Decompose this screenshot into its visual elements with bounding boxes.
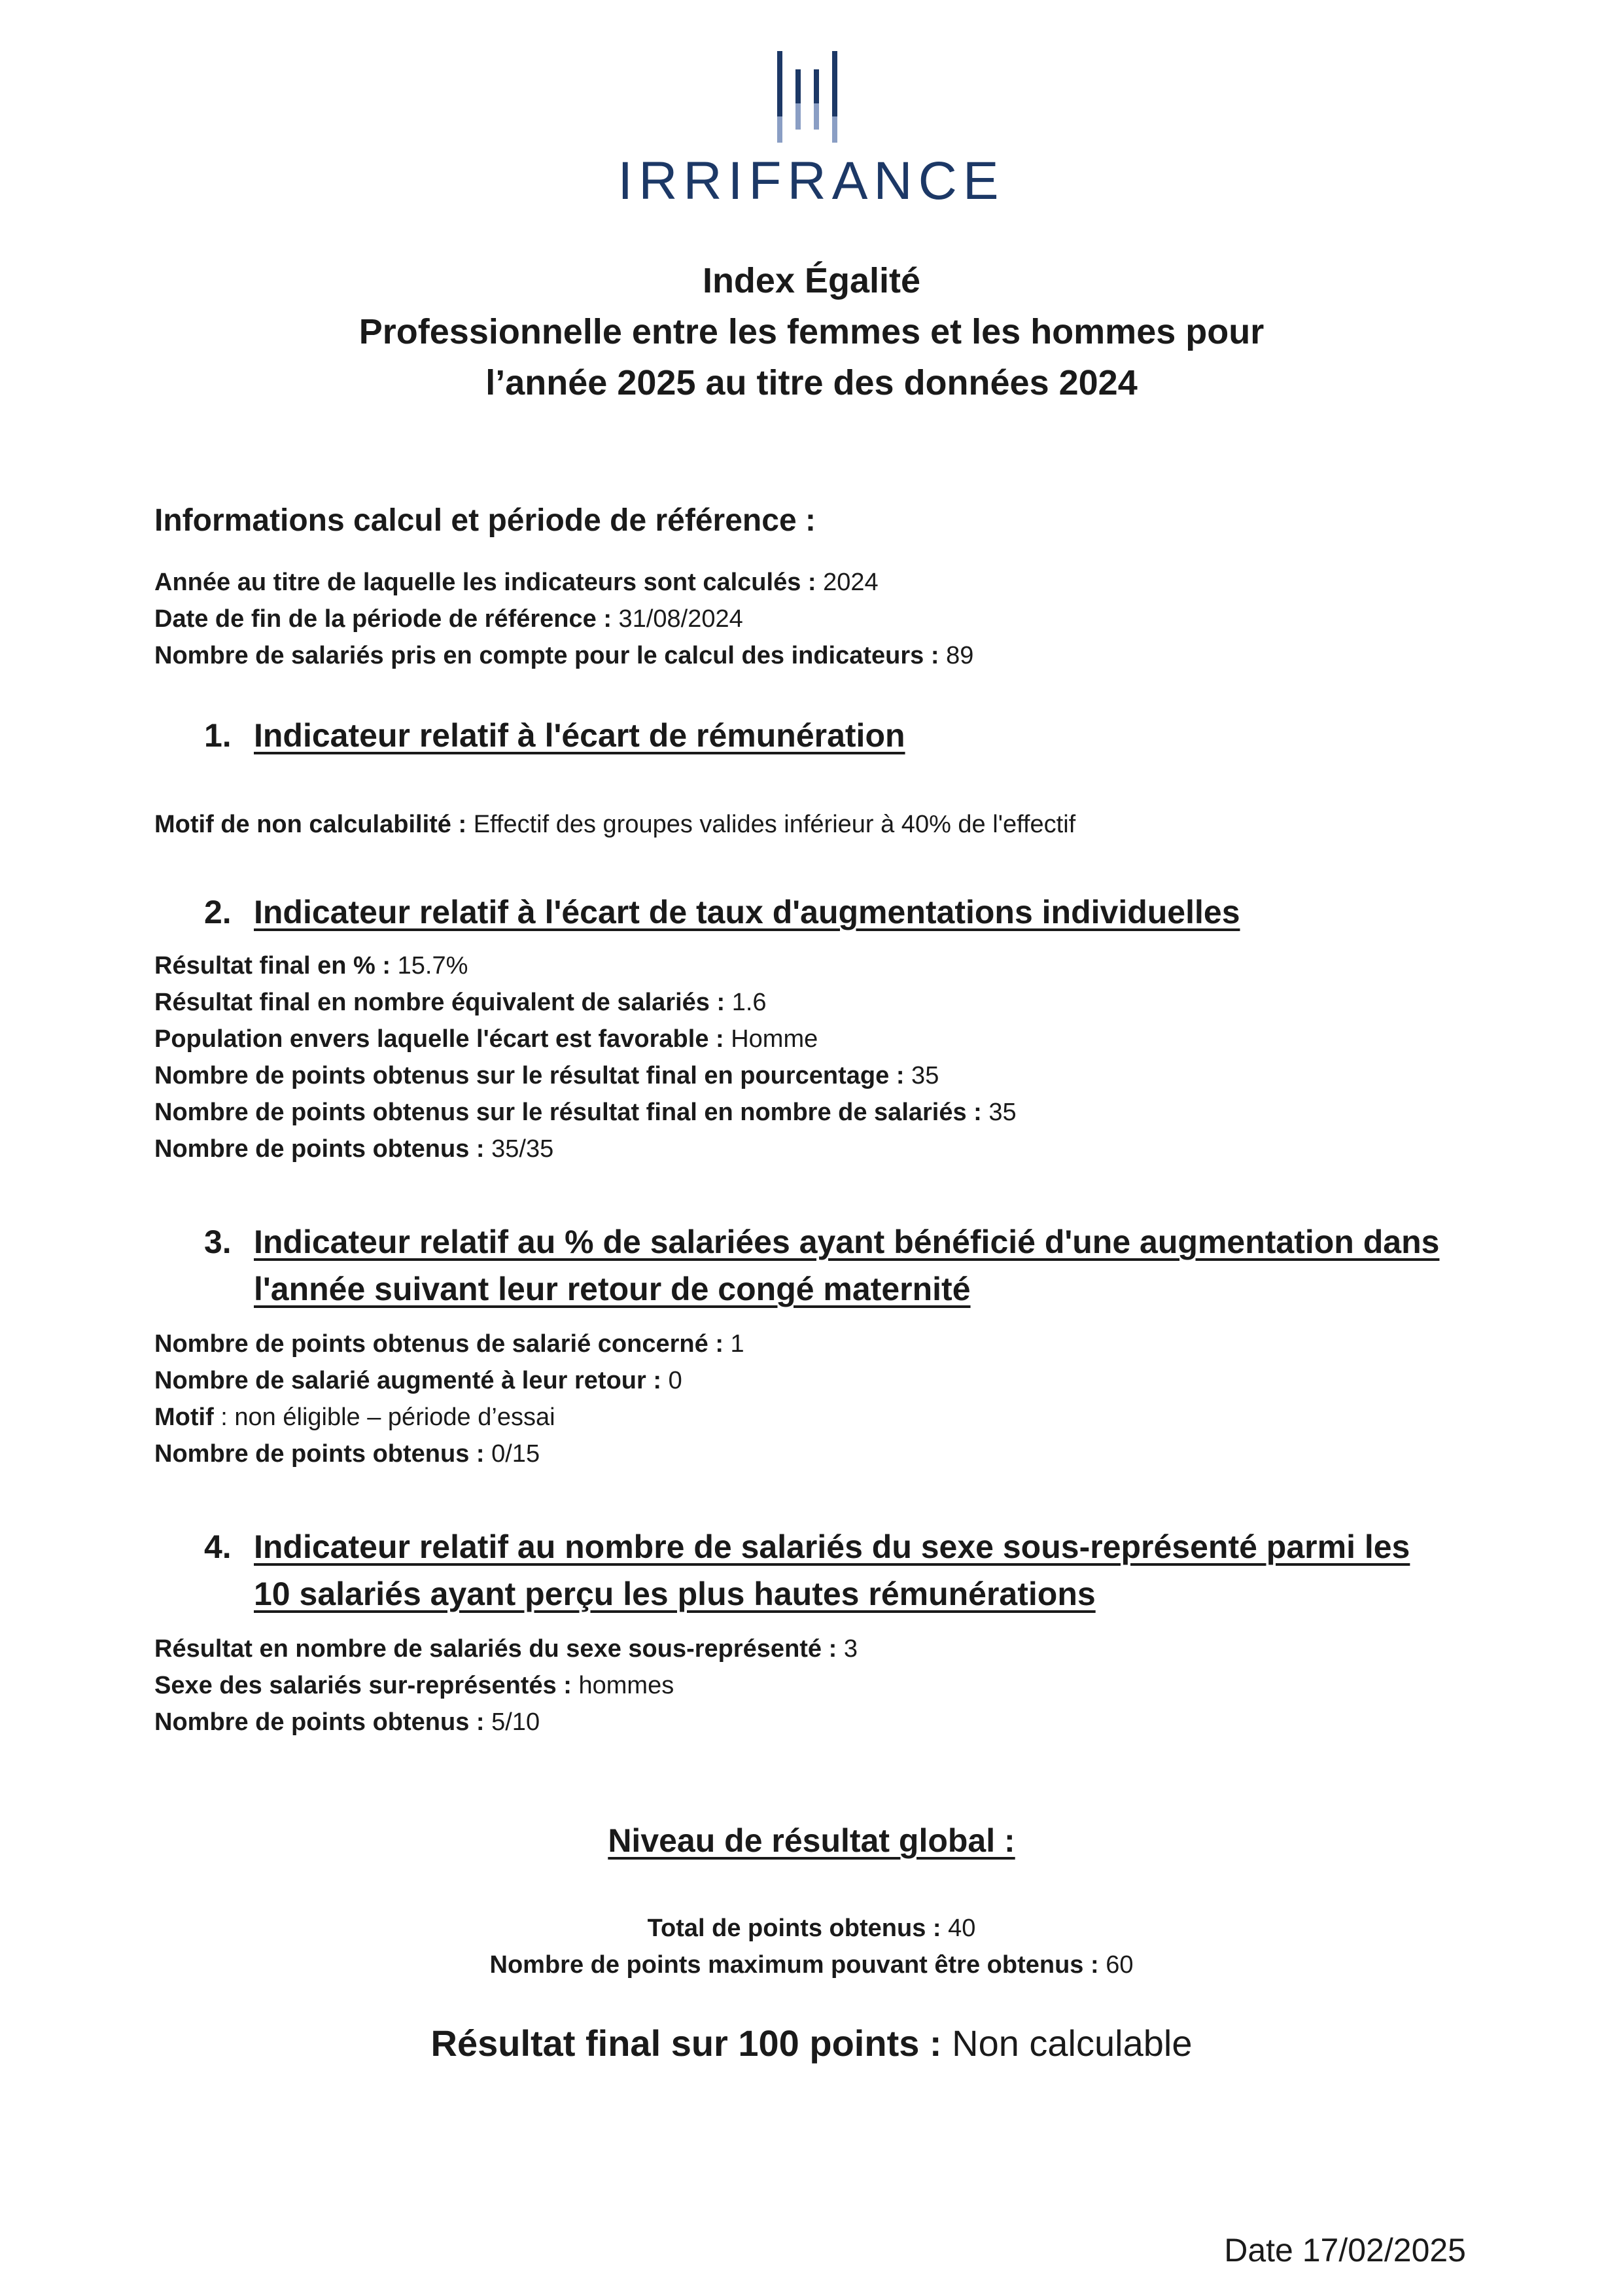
info-line <box>154 564 879 601</box>
company-logo <box>589 44 1034 215</box>
final-result-value: Non calculable <box>941 2022 1193 2064</box>
indicator-value: Effectif des groupes valides inférieur à 40% de l'effectif <box>466 811 1076 838</box>
indicator-number: 2. <box>204 894 232 930</box>
indicator-value: 3 <box>837 1635 858 1663</box>
indicator-line <box>154 1057 939 1094</box>
max-points-label: Nombre de points maximum pouvant être obtenus : <box>489 1951 1099 1979</box>
indicator-line <box>154 1631 858 1667</box>
indicator-4-heading <box>204 1523 1410 1617</box>
final-result-line <box>0 2022 1623 2064</box>
info-line <box>154 601 743 637</box>
info-label: Date de fin de la période de référence : <box>154 605 612 633</box>
max-points-line <box>0 1951 1623 1979</box>
irrifrance-bars-logo-icon <box>772 51 850 143</box>
document-date: Date 17/02/2025 <box>1224 2232 1466 2269</box>
indicator-value: 15.7% <box>391 952 468 980</box>
indicator-label: Nombre de points obtenus : <box>154 1135 485 1163</box>
indicator-line <box>154 1704 540 1740</box>
final-result-label: Résultat final sur 100 points : <box>430 2022 942 2064</box>
indicator-label: Nombre de points obtenus de salarié concerné : <box>154 1330 724 1358</box>
indicator-label: Motif de non calculabilité : <box>154 811 467 838</box>
indicator-1-heading <box>204 712 905 759</box>
info-heading: Informations calcul et période de référence : <box>154 503 816 538</box>
info-value: 89 <box>939 642 974 669</box>
indicator-line <box>154 984 767 1021</box>
title-line-1: Index Égalité <box>702 261 921 300</box>
indicator-label: Résultat final en % : <box>154 952 391 980</box>
indicator-value: 0/15 <box>484 1440 540 1468</box>
indicator-value: 0 <box>661 1367 682 1394</box>
indicator-title-line: 10 salariés ayant perçu les plus hautes rémunérations <box>254 1576 1096 1612</box>
indicator-label: Nombre de points obtenus : <box>154 1708 485 1736</box>
document-title <box>0 255 1623 408</box>
global-result-heading: Niveau de résultat global : <box>608 1822 1015 1859</box>
max-points-value: 60 <box>1098 1951 1134 1979</box>
indicator-line <box>154 1131 553 1167</box>
total-points-line <box>0 1915 1623 1943</box>
indicator-title-line: Indicateur relatif au nombre de salariés du sexe sous-représenté parmi les <box>254 1528 1410 1565</box>
indicator-label: Nombre de points obtenus sur le résultat final en nombre de salariés : <box>154 1099 982 1126</box>
indicator-value: 35/35 <box>484 1135 554 1163</box>
indicator-line <box>154 1021 818 1057</box>
indicator-line <box>154 1399 555 1436</box>
indicator-3-heading <box>204 1218 1439 1313</box>
indicator-number: 4. <box>204 1528 232 1565</box>
total-points-label: Total de points obtenus : <box>647 1915 941 1942</box>
indicator-label: Nombre de salarié augmenté à leur retour : <box>154 1367 662 1394</box>
indicator-title-line: Indicateur relatif à l'écart de taux d'augmentations individuelles <box>254 894 1240 930</box>
indicator-title-line: Indicateur relatif au % de salariées ayant bénéficié d'une augmentation dans <box>254 1224 1440 1260</box>
info-value: 2024 <box>816 569 879 596</box>
info-label: Année au titre de laquelle les indicateurs sont calculés : <box>154 569 816 596</box>
title-line-3: l’année 2025 au titre des données 2024 <box>485 363 1138 402</box>
total-points-value: 40 <box>941 1915 976 1942</box>
indicator-line <box>154 947 468 984</box>
indicator-value: : non éligible – période d’essai <box>213 1404 555 1431</box>
indicator-line <box>154 806 1075 843</box>
info-label: Nombre de salariés pris en compte pour le calcul des indicateurs : <box>154 642 939 669</box>
info-line <box>154 637 973 674</box>
indicator-number: 3. <box>204 1224 232 1260</box>
indicator-label: Sexe des salariés sur-représentés : <box>154 1672 572 1699</box>
indicator-title-line: l'année suivant leur retour de congé maternité <box>254 1271 971 1307</box>
indicator-line <box>154 1667 674 1704</box>
indicator-value: 1 <box>723 1330 744 1358</box>
indicator-label: Population envers laquelle l'écart est favorable : <box>154 1025 724 1053</box>
indicator-value: 1.6 <box>725 989 767 1016</box>
indicator-label: Résultat en nombre de salariés du sexe sous-représenté : <box>154 1635 837 1663</box>
indicator-line <box>154 1436 540 1472</box>
indicator-label: Nombre de points obtenus : <box>154 1440 485 1468</box>
indicator-line <box>154 1326 744 1362</box>
title-line-2: Professionnelle entre les femmes et les hommes pour <box>358 312 1265 351</box>
info-value: 31/08/2024 <box>612 605 743 633</box>
indicator-number: 1. <box>204 717 232 754</box>
indicator-value: 35 <box>981 1099 1017 1126</box>
indicator-value: 35 <box>904 1062 939 1089</box>
indicator-value: hommes <box>571 1672 674 1699</box>
indicator-value: 5/10 <box>484 1708 540 1736</box>
indicator-2-heading <box>204 889 1240 936</box>
logo-wordmark: IRRIFRANCE <box>618 151 1005 211</box>
indicator-line <box>154 1094 1017 1131</box>
indicator-value: Homme <box>724 1025 818 1053</box>
indicator-line <box>154 1362 682 1399</box>
indicator-label: Motif <box>154 1404 214 1431</box>
indicator-label: Résultat final en nombre équivalent de salariés : <box>154 989 725 1016</box>
indicator-label: Nombre de points obtenus sur le résultat final en pourcentage : <box>154 1062 905 1089</box>
indicator-title-line: Indicateur relatif à l'écart de rémunération <box>254 717 905 754</box>
